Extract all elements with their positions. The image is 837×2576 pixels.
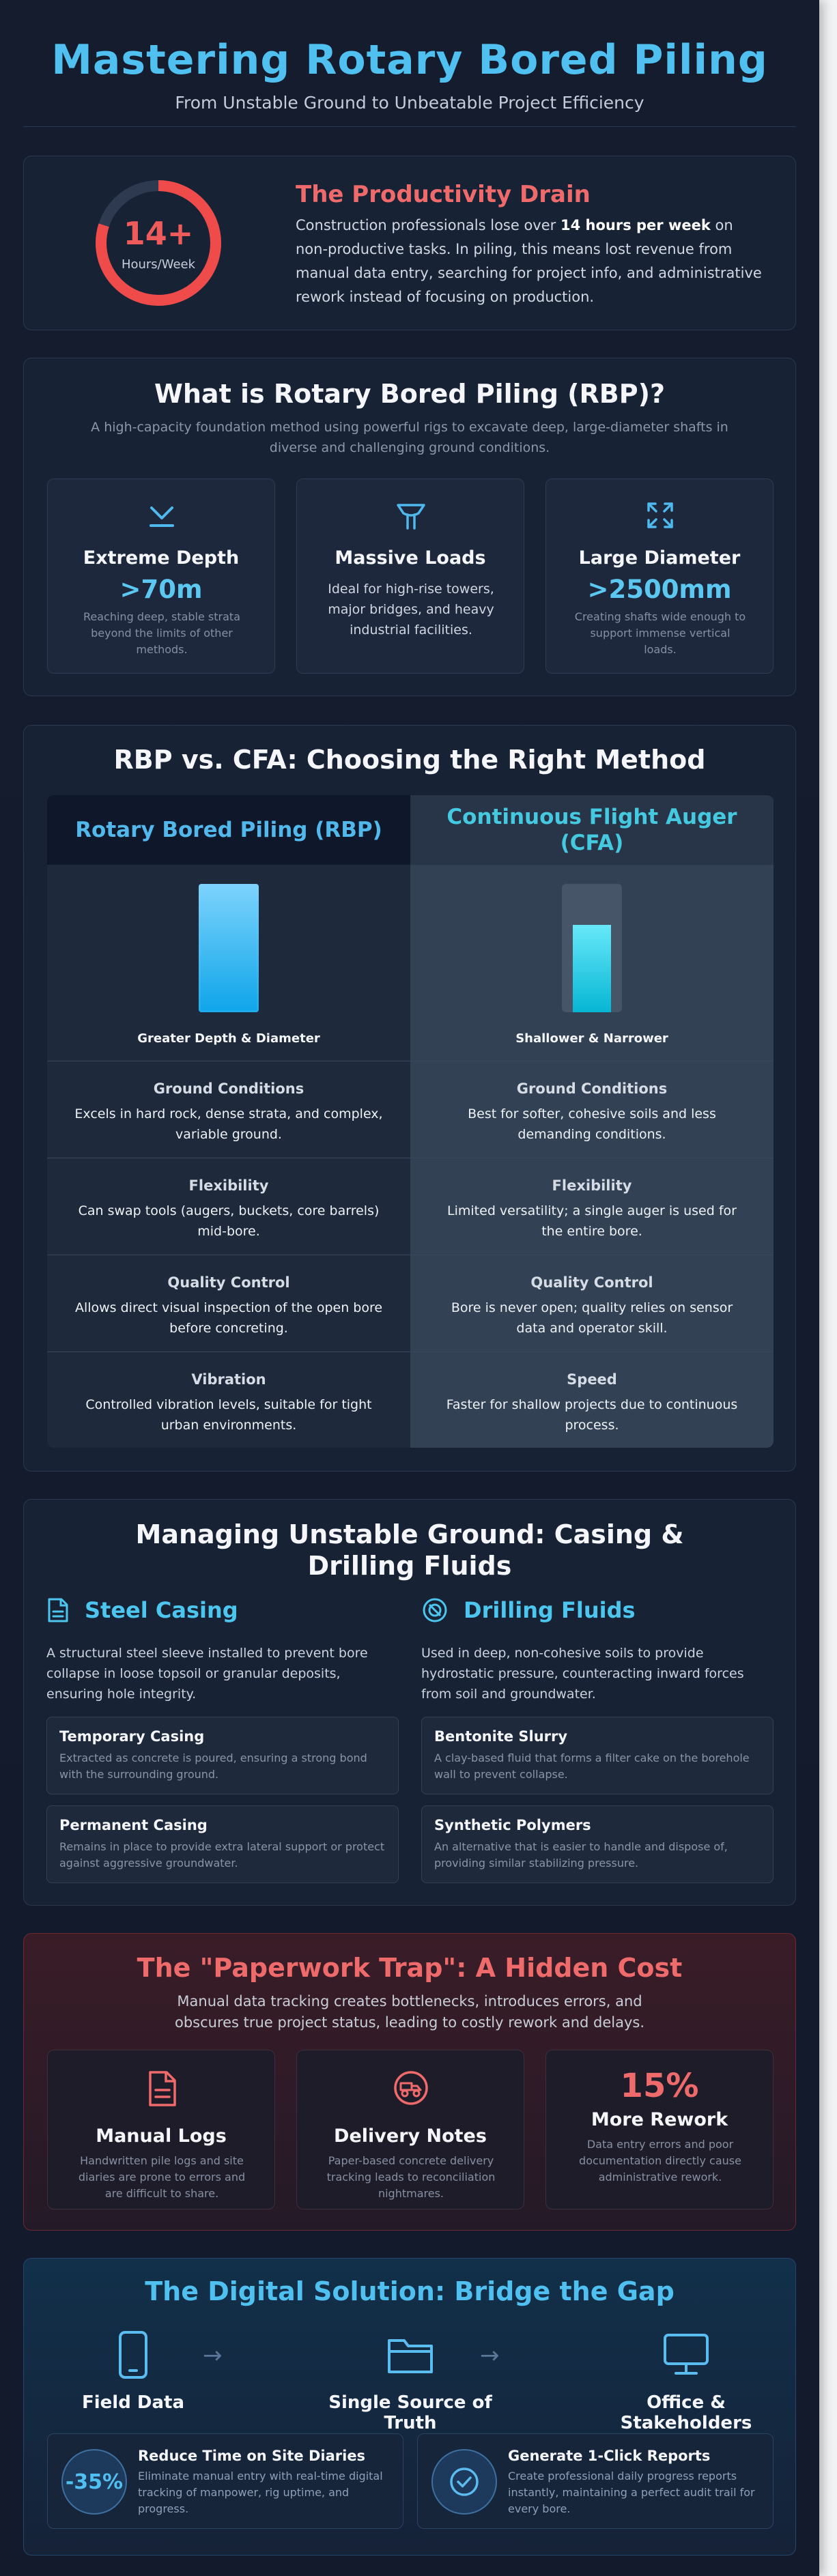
row-desc: Excels in hard rock, dense strata, and complex, variable ground. [74, 1106, 383, 1142]
table-row [410, 1158, 774, 1255]
table-row [410, 1061, 774, 1158]
cfa-column [410, 795, 774, 1448]
drilling-fluids-desc: Used in deep, non-cohesive soils to provide hydrostatic pressure, counteracting inward forces from soil and groundwater. [421, 1646, 744, 1702]
header [23, 0, 796, 127]
subbox-desc: An alternative that is easier to handle and dispose of, providing similar stabilizing pressure. [434, 1840, 728, 1870]
page-subtitle: From Unstable Ground to Unbeatable Project Efficiency [175, 93, 644, 113]
delivery-truck-icon [393, 2070, 429, 2106]
document-icon [46, 1597, 70, 1624]
digital-card [23, 2258, 796, 2556]
arrow-right-icon: → [203, 2342, 223, 2369]
rbp-description: A high-capacity foundation method using powerful rigs to excavate deep, large-diameter shafts in diverse and challenging ground conditions. [91, 420, 728, 455]
feature-desc: Ideal for high-rise towers, major bridges, and heavy industrial facilities. [328, 582, 494, 638]
table-row [410, 1255, 774, 1352]
subbox-desc: Remains in place to provide extra lateral support or protect against aggressive groundwater. [59, 1840, 385, 1870]
benefit-title: Generate 1-Click Reports [508, 2448, 711, 2464]
rework-stat: 15% [620, 2067, 699, 2105]
row-title: Flexibility [188, 1177, 269, 1194]
feature-desc: Reaching deep, stable strata beyond the limits of other methods. [83, 610, 240, 656]
feature-massive-loads [296, 478, 524, 674]
steel-casing-heading [46, 1595, 399, 1625]
row-desc: Faster for shallow projects due to continuous process. [446, 1397, 738, 1433]
subbox-title: Permanent Casing [59, 1817, 208, 1833]
page-title: Mastering Rotary Bored Piling [51, 36, 768, 84]
feature-title: Large Diameter [578, 547, 741, 569]
flow-label: Field Data [82, 2392, 184, 2413]
comparison-card [23, 725, 796, 1472]
feature-extreme-depth [47, 478, 275, 674]
cfa-bar-track [562, 884, 622, 1012]
steel-casing-column [46, 1595, 399, 1870]
row-title: Flexibility [552, 1177, 632, 1194]
subbox-desc: Extracted as concrete is poured, ensuring a strong bond with the surrounding ground. [59, 1751, 367, 1781]
expand-icon [643, 498, 677, 532]
table-row [47, 1255, 410, 1352]
feature-value: >2500mm [587, 575, 732, 604]
row-desc: Limited versatility; a single auger is used for the entire bore. [447, 1203, 737, 1239]
table-row [47, 1061, 410, 1158]
rbp-title: What is Rotary Bored Piling (RBP)? [154, 379, 666, 409]
temporary-casing-box [46, 1717, 399, 1794]
rbp-column [47, 795, 410, 1448]
paperwork-item-title: More Rework [591, 2109, 728, 2130]
more-rework-box [545, 2050, 774, 2209]
productivity-text-end: on non-productive tasks. In piling, this means lost revenue from manual data entry, searching for project info, and administrative rework instead of focusing on production. [296, 217, 762, 305]
ground-card [23, 1499, 796, 1906]
row-desc: Controlled vibration levels, suitable for tight urban environments. [85, 1397, 372, 1433]
table-row [410, 1352, 774, 1448]
paperwork-title: The "Paperwork Trap": A Hidden Cost [137, 1953, 683, 1983]
benefit-site-diaries [47, 2433, 403, 2529]
feature-large-diameter [545, 478, 774, 674]
productivity-title: The Productivity Drain [296, 181, 591, 208]
feature-title: Extreme Depth [83, 547, 240, 569]
ground-title: Managing Unstable Ground: Casing & Drilling Fluids [135, 1519, 684, 1581]
delivery-notes-box [296, 2050, 524, 2209]
arrow-right-icon: → [480, 2342, 500, 2369]
subbox-desc: A clay-based fluid that forms a filter cake on the borehole wall to prevent collapse. [434, 1751, 750, 1781]
gauge-value: 14+ [123, 215, 194, 252]
row-title: Ground Conditions [516, 1081, 668, 1097]
bentonite-slurry-box [421, 1717, 774, 1794]
load-column-icon [394, 498, 428, 532]
flow-label: Single Source of Truth [328, 2392, 492, 2433]
subbox-title: Bentonite Slurry [434, 1728, 568, 1745]
monitor-icon [661, 2330, 711, 2380]
file-text-icon [145, 2070, 179, 2108]
row-desc: Can swap tools (augers, buckets, core barrels) mid-bore. [78, 1203, 380, 1239]
row-desc: Allows direct visual inspection of the open bore before concreting. [74, 1300, 383, 1336]
subbox-title: Temporary Casing [59, 1728, 205, 1745]
target-icon [421, 1597, 449, 1624]
smartphone-icon [117, 2330, 150, 2380]
flow-office [591, 2330, 782, 2433]
rbp-column-heading: Rotary Bored Piling (RBP) [47, 795, 410, 865]
paperwork-item-title: Delivery Notes [334, 2126, 487, 2147]
table-row [47, 1352, 410, 1448]
paperwork-item-desc: Paper-based concrete delivery tracking leads to reconciliation nightmares. [326, 2154, 496, 2200]
digital-title: The Digital Solution: Bridge the Gap [145, 2276, 675, 2306]
arrow-down-to-line-icon [145, 498, 179, 532]
permanent-casing-box [46, 1805, 399, 1883]
row-title: Quality Control [530, 1274, 653, 1291]
feature-value: >70m [119, 575, 203, 604]
feature-title: Massive Loads [335, 547, 486, 569]
productivity-gauge [92, 177, 225, 309]
benefit-desc: Eliminate manual entry with real-time digital tracking of manpower, rig uptime, and progress. [138, 2470, 383, 2515]
rbp-caption: Greater Depth & Diameter [137, 1031, 320, 1046]
folder-icon [385, 2330, 436, 2380]
cfa-bar [573, 925, 611, 1012]
gauge-label: Hours/Week [121, 257, 196, 272]
flow-field-data [38, 2330, 229, 2413]
flow-single-source [315, 2330, 506, 2433]
comparison-title: RBP vs. CFA: Choosing the Right Method [113, 745, 706, 775]
productivity-text [296, 214, 767, 309]
paperwork-description: Manual data tracking creates bottlenecks, introduces errors, and obscures true project status, leading to costly rework and delays. [174, 1993, 645, 2031]
synthetic-polymers-box [421, 1805, 774, 1883]
benefit-desc: Create professional daily progress reports instantly, maintaining a perfect audit trail for every bore. [508, 2470, 755, 2515]
paperwork-item-desc: Handwritten pile logs and site diaries are prone to errors and are difficult to share. [78, 2154, 246, 2200]
steel-casing-title: Steel Casing [85, 1597, 238, 1623]
time-saving-badge: -35% [61, 2449, 127, 2515]
check-circle-icon [449, 2466, 480, 2498]
rbp-bar [199, 884, 259, 1012]
productivity-text-bold: 14 hours per week [560, 217, 711, 233]
cfa-caption: Shallower & Narrower [515, 1031, 668, 1046]
row-title: Speed [567, 1371, 617, 1388]
table-row [47, 1158, 410, 1255]
feature-desc: Creating shafts wide enough to support immense vertical loads. [574, 610, 746, 656]
steel-casing-desc: A structural steel sleeve installed to prevent bore collapse in loose topsoil or granular deposits, ensuring hole integrity. [46, 1646, 368, 1702]
comparison-table [47, 795, 774, 1448]
benefit-title: Reduce Time on Site Diaries [138, 2448, 366, 2464]
drilling-fluids-column [421, 1595, 774, 1870]
row-title: Ground Conditions [153, 1081, 304, 1097]
paperwork-card [23, 1933, 796, 2231]
rbp-card [23, 358, 796, 696]
paperwork-item-title: Manual Logs [96, 2126, 227, 2147]
rbp-bar-track [199, 884, 259, 1012]
row-desc: Best for softer, cohesive soils and less demanding conditions. [468, 1106, 716, 1142]
subbox-title: Synthetic Polymers [434, 1817, 591, 1833]
flow-label: Office & Stakeholders [620, 2392, 752, 2433]
row-title: Vibration [191, 1371, 266, 1388]
benefit-reports [417, 2433, 774, 2529]
productivity-text-start: Construction professionals lose over [296, 217, 561, 233]
productivity-card [23, 156, 796, 330]
cfa-visual [410, 865, 774, 1061]
paperwork-item-desc: Data entry errors and poor documentation directly cause administrative rework. [579, 2138, 741, 2184]
rbp-visual [47, 865, 410, 1061]
row-desc: Bore is never open; quality relies on sensor data and operator skill. [451, 1300, 733, 1336]
cfa-column-heading: Continuous Flight Auger (CFA) [410, 795, 774, 865]
drilling-fluids-heading [421, 1595, 774, 1625]
row-title: Quality Control [167, 1274, 290, 1291]
check-badge [431, 2449, 497, 2515]
manual-logs-box [47, 2050, 275, 2209]
drilling-fluids-title: Drilling Fluids [464, 1597, 636, 1623]
